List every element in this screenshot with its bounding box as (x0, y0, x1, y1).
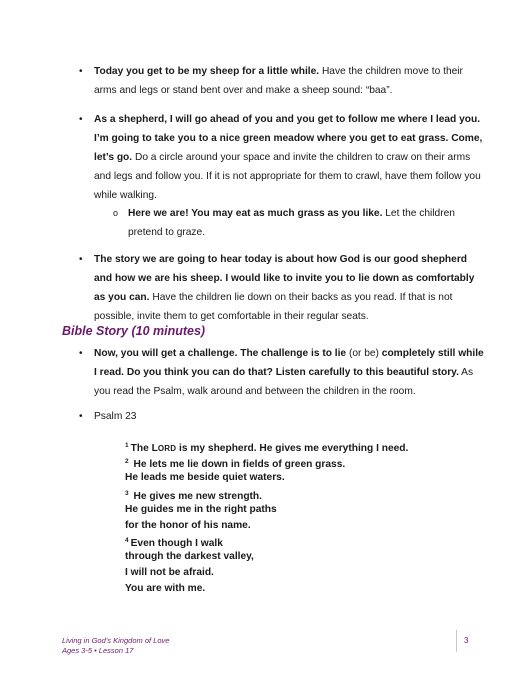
bullet-icon: • (79, 411, 83, 422)
instruction-paragraph (94, 110, 484, 205)
psalm-line: $^2$ He lets me lie down in fields of green grass. (125, 458, 346, 470)
instruction-paragraph (94, 250, 484, 326)
sub-bullet-icon: o (113, 208, 119, 218)
psalm-line: I will not be afraid. (125, 567, 214, 578)
spoken-text: Here we are! You may eat as much grass as you like. (128, 208, 383, 219)
instruction-text: Let the children pretend to graze. (128, 208, 455, 238)
psalm-line: for the honor of his name. (125, 520, 251, 531)
verse-number: 1 (125, 442, 129, 449)
verse-number: 2 (125, 458, 129, 465)
bullet-icon: • (79, 348, 83, 359)
spoken-text: As a shepherd, I will go ahead of you and you get to follow me where I lead you. I’m going to take you to a nice green meadow where you get to eat grass. Come, let’s go. (94, 114, 483, 163)
instruction-paragraph (94, 62, 484, 100)
scripture-reference: Psalm 23 (94, 411, 137, 422)
instruction-text: Have the children move to their arms and legs or stand bent over and make a sheep sound: “baa”. (94, 66, 463, 96)
bullet-icon: • (79, 66, 83, 77)
instruction-paragraph (128, 204, 484, 242)
instruction-text: (or be) (346, 348, 382, 359)
instruction-text: Do a circle around your space and invite the children to craw on their arms and legs and follow you. If it is not appropriate for them to crawl, have them follow you while walking. (94, 152, 481, 201)
section-heading: Bible Story (10 minutes) (62, 324, 206, 338)
verse-number: 4 (125, 537, 129, 544)
psalm-line: $^1$ The LORD is my shepherd. He gives me everything I need. (125, 442, 409, 454)
instruction-text: As you read the Psalm, walk around and between the children in the room. (94, 367, 474, 397)
psalm-line: He leads me beside quiet waters. (125, 472, 285, 483)
footer-title: Living in God’s Kingdom of Love (62, 636, 170, 645)
spoken-text: Today you get to be my sheep for a little while. (94, 66, 320, 77)
footer-divider (456, 630, 457, 652)
bullet-icon: • (79, 254, 83, 265)
psalm-line: He guides me in the right paths (125, 504, 277, 515)
footer-subtitle: Ages 3-5 • Lesson 17 (62, 646, 134, 655)
psalm-line: You are with me. (125, 583, 206, 594)
verse-number: 3 (125, 490, 129, 497)
instruction-text: Have the children lie down on their backs as you read. If that is not possible, invite them to get comfortable in their regular seats. (94, 292, 453, 322)
psalm-line: through the darkest valley, (125, 551, 254, 562)
page-number: 3 (464, 636, 469, 645)
instruction-paragraph (94, 344, 484, 401)
spoken-text: completely still while I read. Do you think you can do that? Listen carefully to this beautiful story. (94, 348, 484, 378)
page-footer (62, 636, 169, 656)
psalm-line: $^4$ Even though I walk (125, 537, 223, 549)
spoken-text: The story we are going to hear today is about how God is our good shepherd and how we are his sheep. I would like to invite you to lie down as comfortably as you can. (94, 254, 475, 303)
spoken-text: Now, you will get a challenge. The challenge is to lie (94, 348, 347, 359)
psalm-line: $^3$ He gives me new strength. (125, 490, 262, 502)
bullet-icon: • (79, 114, 83, 125)
